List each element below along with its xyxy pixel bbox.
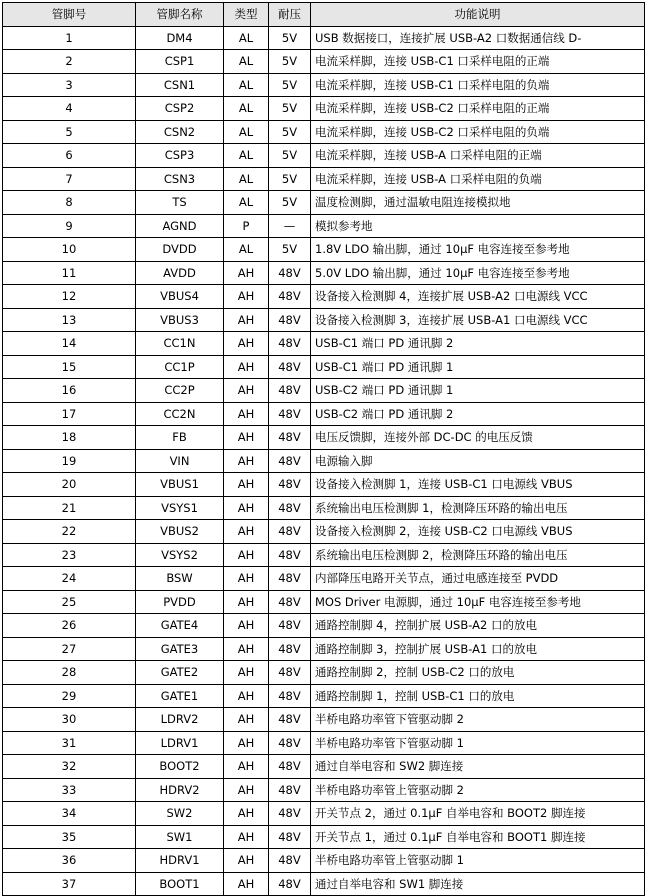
pin-type: AL	[224, 97, 269, 121]
voltage-rating: 48V	[269, 426, 311, 450]
pin-number: 32	[3, 755, 136, 779]
table-row	[3, 637, 645, 661]
function-description: MOS Driver 电源脚，通过 10µF 电容连接至参考地	[311, 590, 645, 614]
pin-name: SW1	[136, 825, 224, 849]
function-description: 设备接入检测脚 2，连接 USB-C2 口电源线 VBUS	[311, 520, 645, 544]
function-description: 设备接入检测脚 1，连接 USB-C1 口电源线 VBUS	[311, 473, 645, 497]
pin-name: AGND	[136, 214, 224, 238]
function-description: 电源输入脚	[311, 449, 645, 473]
table-row	[3, 543, 645, 567]
function-description: 通过自举电容和 SW2 脚连接	[311, 755, 645, 779]
voltage-rating: 48V	[269, 755, 311, 779]
table-row	[3, 802, 645, 826]
pin-type: AL	[224, 50, 269, 74]
pin-type: AH	[224, 426, 269, 450]
function-description: 电压反馈脚，连接外部 DC-DC 的电压反馈	[311, 426, 645, 450]
pin-name: FB	[136, 426, 224, 450]
table-row	[3, 872, 645, 896]
function-description: 半桥电路功率管下管驱动脚 2	[311, 708, 645, 732]
pin-number: 37	[3, 872, 136, 896]
pin-type: AH	[224, 755, 269, 779]
table-row	[3, 50, 645, 74]
table-row	[3, 26, 645, 50]
pin-number: 5	[3, 120, 136, 144]
pin-type: AH	[224, 708, 269, 732]
table-row	[3, 520, 645, 544]
pin-number: 19	[3, 449, 136, 473]
table-row	[3, 285, 645, 309]
pin-number: 35	[3, 825, 136, 849]
pin-name: DVDD	[136, 238, 224, 262]
header-pin-name: 管脚名称	[136, 3, 224, 27]
pin-name: VBUS2	[136, 520, 224, 544]
pin-number: 24	[3, 567, 136, 591]
voltage-rating: 48V	[269, 802, 311, 826]
table-row	[3, 825, 645, 849]
function-description: 5.0V LDO 输出脚，通过 10µF 电容连接至参考地	[311, 261, 645, 285]
pin-name: CSN2	[136, 120, 224, 144]
pin-name: VBUS4	[136, 285, 224, 309]
pin-type: AH	[224, 567, 269, 591]
pin-type: AH	[224, 449, 269, 473]
voltage-rating: 48V	[269, 261, 311, 285]
voltage-rating: 48V	[269, 567, 311, 591]
pin-number: 12	[3, 285, 136, 309]
pin-number: 27	[3, 637, 136, 661]
pin-number: 17	[3, 402, 136, 426]
table-row	[3, 238, 645, 262]
function-description: 通路控制脚 3，控制扩展 USB-A1 口的放电	[311, 637, 645, 661]
pin-number: 3	[3, 73, 136, 97]
voltage-rating: 48V	[269, 637, 311, 661]
pin-name: PVDD	[136, 590, 224, 614]
pin-number: 11	[3, 261, 136, 285]
pin-type: AH	[224, 872, 269, 896]
table-row	[3, 496, 645, 520]
voltage-rating: 5V	[269, 73, 311, 97]
pin-name: HDRV1	[136, 849, 224, 873]
pin-type: AL	[224, 26, 269, 50]
pin-number: 1	[3, 26, 136, 50]
table-row	[3, 449, 645, 473]
function-description: 电流采样脚，连接 USB-A 口采样电阻的正端	[311, 144, 645, 168]
pin-name: CC1N	[136, 332, 224, 356]
pin-name: VSYS1	[136, 496, 224, 520]
voltage-rating: 5V	[269, 191, 311, 215]
function-description: 设备接入检测脚 3，连接扩展 USB-A1 口电源线 VCC	[311, 308, 645, 332]
pin-number: 16	[3, 379, 136, 403]
table-row	[3, 332, 645, 356]
function-description: 通路控制脚 4，控制扩展 USB-A2 口的放电	[311, 614, 645, 638]
pin-type: AH	[224, 332, 269, 356]
pin-number: 28	[3, 661, 136, 685]
pin-type: AH	[224, 355, 269, 379]
pin-name: CSN1	[136, 73, 224, 97]
voltage-rating: 48V	[269, 379, 311, 403]
pin-name: VSYS2	[136, 543, 224, 567]
table-row	[3, 73, 645, 97]
table-row	[3, 731, 645, 755]
header-pin-number: 管脚号	[3, 3, 136, 27]
pin-name: CSP1	[136, 50, 224, 74]
pin-number: 31	[3, 731, 136, 755]
voltage-rating: 48V	[269, 778, 311, 802]
pin-number: 22	[3, 520, 136, 544]
pin-number: 29	[3, 684, 136, 708]
pin-type: AH	[224, 614, 269, 638]
pin-name: BOOT1	[136, 872, 224, 896]
function-description: 半桥电路功率管下管驱动脚 1	[311, 731, 645, 755]
pin-number: 36	[3, 849, 136, 873]
pin-table-body	[3, 26, 645, 896]
voltage-rating: 5V	[269, 167, 311, 191]
pin-number: 21	[3, 496, 136, 520]
header-row	[3, 3, 645, 27]
pin-name: TS	[136, 191, 224, 215]
table-row	[3, 144, 645, 168]
voltage-rating: 5V	[269, 144, 311, 168]
table-row	[3, 191, 645, 215]
table-row	[3, 473, 645, 497]
table-row	[3, 708, 645, 732]
header-type: 类型	[224, 3, 269, 27]
function-description: 设备接入检测脚 4，连接扩展 USB-A2 口电源线 VCC	[311, 285, 645, 309]
pin-type: AH	[224, 379, 269, 403]
pin-number: 4	[3, 97, 136, 121]
voltage-rating: 5V	[269, 97, 311, 121]
voltage-rating: 48V	[269, 849, 311, 873]
pin-number: 25	[3, 590, 136, 614]
pin-type: AH	[224, 778, 269, 802]
voltage-rating: 48V	[269, 496, 311, 520]
voltage-rating: 48V	[269, 661, 311, 685]
pin-number: 6	[3, 144, 136, 168]
pin-number: 15	[3, 355, 136, 379]
voltage-rating: 48V	[269, 355, 311, 379]
pin-number: 8	[3, 191, 136, 215]
pin-name: VBUS1	[136, 473, 224, 497]
pin-number: 34	[3, 802, 136, 826]
function-description: 内部降压电路开关节点，通过电感连接至 PVDD	[311, 567, 645, 591]
table-row	[3, 261, 645, 285]
pin-type: AL	[224, 73, 269, 97]
table-row	[3, 684, 645, 708]
pin-type: AH	[224, 261, 269, 285]
voltage-rating: 48V	[269, 285, 311, 309]
pin-name: GATE3	[136, 637, 224, 661]
table-row	[3, 308, 645, 332]
voltage-rating: 5V	[269, 238, 311, 262]
pin-name: CC2P	[136, 379, 224, 403]
voltage-rating: 48V	[269, 543, 311, 567]
pin-name: CC1P	[136, 355, 224, 379]
pin-type: AH	[224, 308, 269, 332]
table-row	[3, 120, 645, 144]
table-row	[3, 614, 645, 638]
function-description: 电流采样脚，连接 USB-C1 口采样电阻的负端	[311, 73, 645, 97]
function-description: 电流采样脚，连接 USB-C2 口采样电阻的正端	[311, 97, 645, 121]
pin-type: AH	[224, 496, 269, 520]
function-description: 开关节点 2，通过 0.1µF 自举电容和 BOOT2 脚连接	[311, 802, 645, 826]
function-description: 模拟参考地	[311, 214, 645, 238]
table-row	[3, 167, 645, 191]
pin-name: CC2N	[136, 402, 224, 426]
function-description: 通路控制脚 1，控制 USB-C1 口的放电	[311, 684, 645, 708]
pin-name: GATE4	[136, 614, 224, 638]
voltage-rating: 48V	[269, 590, 311, 614]
pin-number: 26	[3, 614, 136, 638]
voltage-rating: 5V	[269, 120, 311, 144]
pin-number: 30	[3, 708, 136, 732]
pin-number: 20	[3, 473, 136, 497]
pin-type: AH	[224, 637, 269, 661]
pin-type: AH	[224, 590, 269, 614]
function-description: 电流采样脚，连接 USB-C1 口采样电阻的正端	[311, 50, 645, 74]
function-description: USB-C2 端口 PD 通讯脚 1	[311, 379, 645, 403]
header-function: 功能说明	[311, 3, 645, 27]
table-row	[3, 355, 645, 379]
voltage-rating: 48V	[269, 473, 311, 497]
function-description: 通路控制脚 2，控制 USB-C2 口的放电	[311, 661, 645, 685]
pin-type: AL	[224, 167, 269, 191]
pin-name: CSP2	[136, 97, 224, 121]
function-description: USB-C2 端口 PD 通讯脚 2	[311, 402, 645, 426]
pin-number: 13	[3, 308, 136, 332]
function-description: USB 数据接口，连接扩展 USB-A2 口数据通信线 D-	[311, 26, 645, 50]
pin-table	[2, 2, 645, 896]
function-description: 系统输出电压检测脚 1，检测降压环路的输出电压	[311, 496, 645, 520]
pin-type: AH	[224, 731, 269, 755]
table-row	[3, 661, 645, 685]
header-voltage-rating: 耐压	[269, 3, 311, 27]
table-row	[3, 755, 645, 779]
table-row	[3, 590, 645, 614]
pin-number: 7	[3, 167, 136, 191]
function-description: 电流采样脚，连接 USB-C2 口采样电阻的负端	[311, 120, 645, 144]
function-description: USB-C1 端口 PD 通讯脚 1	[311, 355, 645, 379]
voltage-rating: 48V	[269, 308, 311, 332]
function-description: 1.8V LDO 输出脚，通过 10µF 电容连接至参考地	[311, 238, 645, 262]
pin-name: DM4	[136, 26, 224, 50]
voltage-rating: 48V	[269, 520, 311, 544]
pin-number: 14	[3, 332, 136, 356]
pin-name: GATE2	[136, 661, 224, 685]
pin-type: AL	[224, 120, 269, 144]
pin-type: AH	[224, 285, 269, 309]
voltage-rating: —	[269, 214, 311, 238]
pin-type: AH	[224, 520, 269, 544]
pin-type: AH	[224, 473, 269, 497]
pin-name: CSN3	[136, 167, 224, 191]
pin-name: LDRV1	[136, 731, 224, 755]
table-row	[3, 214, 645, 238]
pin-name: LDRV2	[136, 708, 224, 732]
pin-number: 18	[3, 426, 136, 450]
pin-type: AL	[224, 191, 269, 215]
voltage-rating: 48V	[269, 731, 311, 755]
pin-name: HDRV2	[136, 778, 224, 802]
pin-name: AVDD	[136, 261, 224, 285]
pin-type: AL	[224, 238, 269, 262]
voltage-rating: 48V	[269, 449, 311, 473]
pin-number: 9	[3, 214, 136, 238]
pin-name: GATE1	[136, 684, 224, 708]
pin-type: P	[224, 214, 269, 238]
table-row	[3, 379, 645, 403]
voltage-rating: 48V	[269, 402, 311, 426]
pin-number: 2	[3, 50, 136, 74]
pin-type: AH	[224, 802, 269, 826]
voltage-rating: 48V	[269, 872, 311, 896]
pin-name: CSP3	[136, 144, 224, 168]
voltage-rating: 48V	[269, 684, 311, 708]
pin-name: SW2	[136, 802, 224, 826]
voltage-rating: 5V	[269, 26, 311, 50]
function-description: 开关节点 1，通过 0.1µF 自举电容和 BOOT1 脚连接	[311, 825, 645, 849]
table-row	[3, 778, 645, 802]
pin-type: AH	[224, 402, 269, 426]
pin-type: AH	[224, 825, 269, 849]
pin-name: BSW	[136, 567, 224, 591]
function-description: 电流采样脚，连接 USB-A 口采样电阻的负端	[311, 167, 645, 191]
pin-number: 10	[3, 238, 136, 262]
voltage-rating: 48V	[269, 708, 311, 732]
pin-type: AH	[224, 543, 269, 567]
table-row	[3, 426, 645, 450]
pin-name: BOOT2	[136, 755, 224, 779]
voltage-rating: 48V	[269, 614, 311, 638]
table-row	[3, 567, 645, 591]
pin-name: VBUS3	[136, 308, 224, 332]
function-description: 半桥电路功率管上管驱动脚 2	[311, 778, 645, 802]
table-row	[3, 402, 645, 426]
function-description: 通过自举电容和 SW1 脚连接	[311, 872, 645, 896]
pin-number: 33	[3, 778, 136, 802]
function-description: 温度检测脚，通过温敏电阻连接模拟地	[311, 191, 645, 215]
pin-name: VIN	[136, 449, 224, 473]
voltage-rating: 48V	[269, 825, 311, 849]
pin-type: AL	[224, 144, 269, 168]
pin-type: AH	[224, 661, 269, 685]
table-row	[3, 97, 645, 121]
function-description: 半桥电路功率管上管驱动脚 1	[311, 849, 645, 873]
table-row	[3, 849, 645, 873]
function-description: USB-C1 端口 PD 通讯脚 2	[311, 332, 645, 356]
voltage-rating: 48V	[269, 332, 311, 356]
function-description: 系统输出电压检测脚 2，检测降压环路的输出电压	[311, 543, 645, 567]
voltage-rating: 5V	[269, 50, 311, 74]
pin-number: 23	[3, 543, 136, 567]
pin-type: AH	[224, 849, 269, 873]
pin-type: AH	[224, 684, 269, 708]
